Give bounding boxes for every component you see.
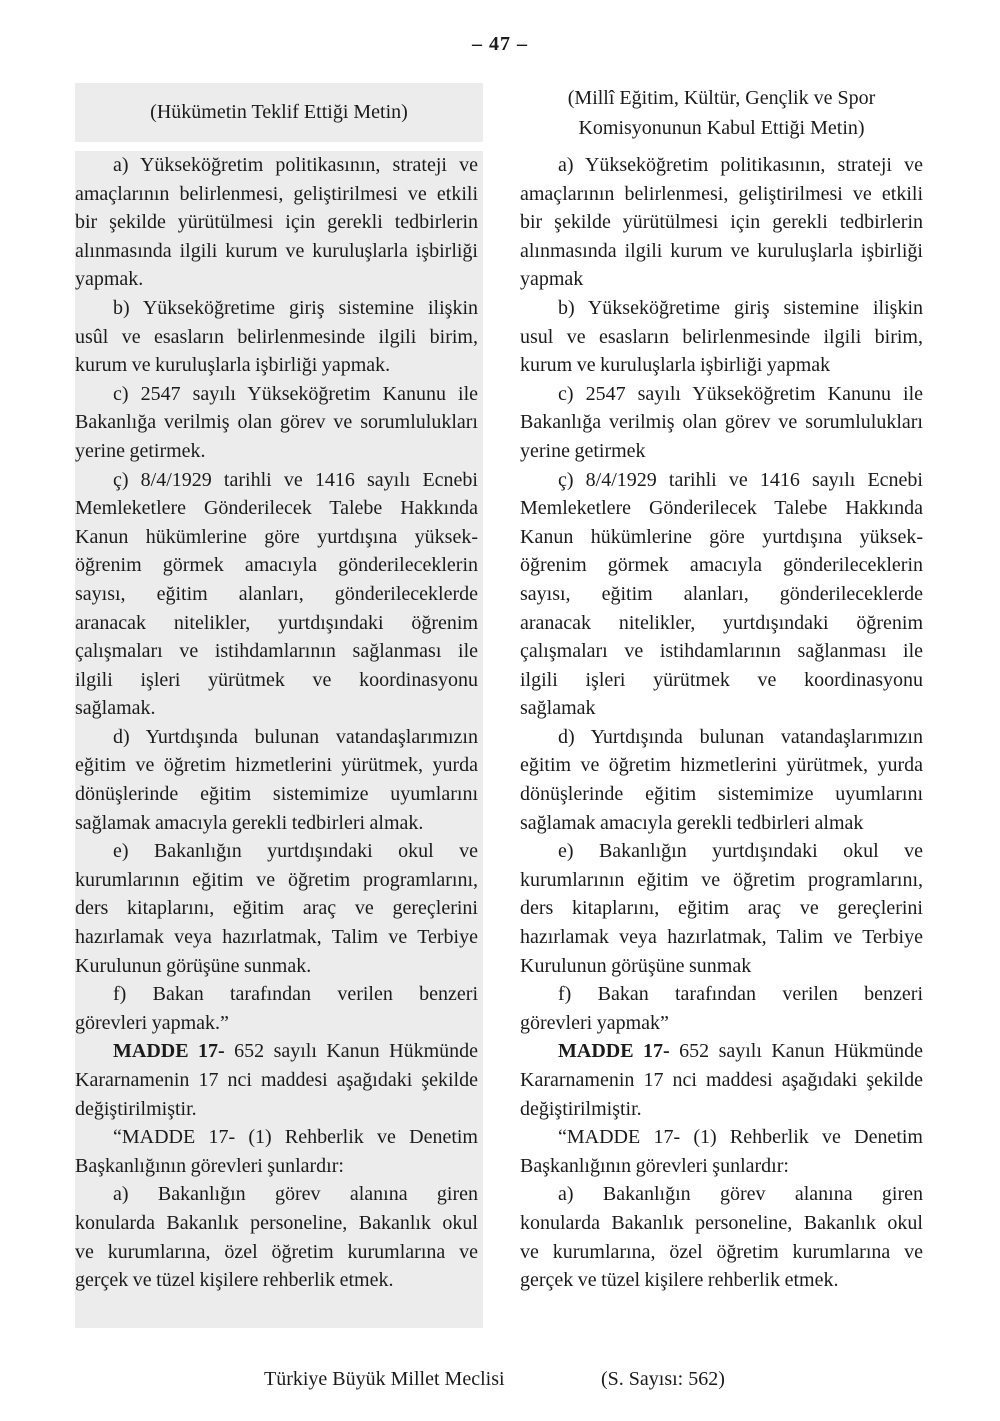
text-line: ders kitaplarını, eğitim araç ve gereçlerini <box>520 897 923 920</box>
text-line: görevleri yapmak” <box>520 1011 669 1034</box>
text-line: e) Bakanlığın yurtdışındaki okul ve <box>113 840 478 863</box>
text-line: yerine getirmek. <box>75 439 206 462</box>
text-line: kurumlarının eğitim ve öğretim programlarını, <box>520 868 923 891</box>
page-number: – 47 – <box>472 33 528 55</box>
text-line: ders kitaplarını, eğitim araç ve gereçlerini <box>75 897 478 920</box>
text-segment: 652 sayılı Kanun Hükmünde <box>224 1040 478 1063</box>
text-line: c) 2547 sayılı Yükseköğretim Kanunu ile <box>113 382 478 405</box>
footer-institution: Türkiye Büyük Millet Meclisi <box>264 1368 505 1390</box>
text-line: eğitim ve öğretim hizmetlerini yürütmek, yurda <box>75 754 478 777</box>
text-line: değiştirilmiştir. <box>75 1097 197 1120</box>
text-line: yapmak <box>520 268 584 291</box>
text-line: b) Yükseköğretime giriş sistemine ilişkin <box>113 296 478 319</box>
text-line: Kararnamenin 17 nci maddesi aşağıdaki şekilde <box>75 1069 478 1091</box>
text-line: Kanun hükümlerine göre yurtdışına yüksek- <box>75 525 478 548</box>
right-column-header-line-1: (Millî Eğitim, Kültür, Gençlik ve Spor <box>567 87 876 109</box>
text-line: d) Yurtdışında bulunan vatandaşlarımızın <box>113 725 478 748</box>
text-line <box>520 1037 923 1066</box>
text-line: Kurulunun görüşüne sunmak. <box>75 954 312 977</box>
text-line: konularda Bakanlık personeline, Bakanlık okul <box>520 1211 923 1234</box>
text-segment: 652 sayılı Kanun Hükmünde <box>669 1040 923 1063</box>
text-line: kurum ve kuruluşlarla işbirliği yapmak <box>520 354 831 377</box>
text-line: d) Yurtdışında bulunan vatandaşlarımızın <box>558 725 923 748</box>
text-line: sayısı, eğitim alanları, gönderileceklerde <box>520 582 923 605</box>
text-line: kurumlarının eğitim ve öğretim programlarını, <box>75 868 478 891</box>
paragraph <box>520 1123 923 1180</box>
left-column-header-label: (Hükümetin Teklif Ettiği Metin) <box>150 101 408 123</box>
text-line: konularda Bakanlık personeline, Bakanlık okul <box>75 1211 478 1234</box>
text-line: hazırlamak veya hazırlatmak, Talim ve Terbiye <box>520 926 923 949</box>
text-line: aranacak nitelikler, yurtdışındaki öğrenim <box>75 611 478 634</box>
text-line: bir şekilde yürütülmesi için gerekli tedbirlerin <box>520 211 923 234</box>
text-line: sayısı, eğitim alanları, gönderileceklerde <box>75 582 478 605</box>
text-line: sağlamak amacıyla gerekli tedbirleri almak. <box>75 811 424 834</box>
text-line: ç) 8/4/1929 tarihli ve 1416 sayılı Ecnebi <box>558 468 923 491</box>
text-line: yapmak. <box>75 268 144 291</box>
paragraph <box>75 380 478 466</box>
text-line: ilgili işleri yürütmek ve koordinasyonu <box>520 668 923 691</box>
text-line: Memleketlere Gönderilecek Talebe Hakkında <box>520 497 923 520</box>
text-line: a) Bakanlığın görev alanına giren <box>558 1183 923 1206</box>
paragraph <box>520 151 923 294</box>
footer-document-number: (S. Sayısı: 562) <box>601 1368 725 1390</box>
text-line: aranacak nitelikler, yurtdışındaki öğrenim <box>520 611 923 634</box>
paragraph <box>75 1180 478 1294</box>
paragraph <box>75 466 478 723</box>
text-line: gerçek ve tüzel kişilere rehberlik etmek. <box>75 1269 394 1292</box>
text-line: Başkanlığının görevleri şunlardır: <box>75 1154 344 1177</box>
text-line: hazırlamak veya hazırlatmak, Talim ve Terbiye <box>75 926 478 949</box>
text-line: dönüşlerinde eğitim sistemimize uyumlarını <box>520 783 923 806</box>
text-line: kurum ve kuruluşlarla işbirliği yapmak. <box>75 354 391 377</box>
text-line: Memleketlere Gönderilecek Talebe Hakkında <box>75 497 478 520</box>
bold-text: MADDE 17- <box>113 1040 225 1063</box>
paragraph <box>520 723 923 837</box>
left-column-body <box>75 151 483 1328</box>
text-line: usûl ve esasların belirlenmesinde ilgili birim, <box>75 325 478 348</box>
text-line: “MADDE 17- (1) Rehberlik ve Denetim <box>558 1126 923 1149</box>
text-line: görevleri yapmak.” <box>75 1011 229 1034</box>
paragraph <box>520 294 923 380</box>
text-line: f) Bakan tarafından verilen benzeri <box>558 983 923 1006</box>
bold-text: MADDE 17- <box>558 1040 670 1063</box>
right-column-header <box>520 83 923 143</box>
text-line: çalışmaları ve istihdamlarının sağlanması ile <box>520 640 923 663</box>
paragraph <box>75 723 478 837</box>
text-line: sağlamak amacıyla gerekli tedbirleri almak <box>520 811 864 834</box>
text-line: yerine getirmek <box>520 439 646 462</box>
paragraph <box>75 1037 478 1123</box>
text-line: b) Yükseköğretime giriş sistemine ilişkin <box>558 296 923 319</box>
text-line: a) Yükseköğretim politikasının, strateji ve <box>558 154 923 176</box>
paragraph <box>520 466 923 723</box>
right-column-body <box>520 151 923 1295</box>
text-line: Kanun hükümlerine göre yurtdışına yüksek- <box>520 525 923 548</box>
text-line: alınmasında ilgili kurum ve kuruluşlarla işbirliği <box>75 239 478 262</box>
text-line: öğrenim görmek amacıyla gönderileceklerin <box>75 554 478 577</box>
paragraph <box>75 151 478 294</box>
text-line: Başkanlığının görevleri şunlardır: <box>520 1154 789 1177</box>
text-line <box>75 1037 478 1066</box>
paragraph <box>75 980 478 1037</box>
text-line: Bakanlığa verilmiş olan görev ve sorumlulukları <box>75 411 478 434</box>
text-line: ç) 8/4/1929 tarihli ve 1416 sayılı Ecnebi <box>113 468 478 491</box>
text-line: a) Bakanlığın görev alanına giren <box>113 1183 478 1206</box>
text-line: bir şekilde yürütülmesi için gerekli tedbirlerin <box>75 211 478 234</box>
text-line: Kurulunun görüşüne sunmak <box>520 954 752 977</box>
left-column-header <box>75 83 483 142</box>
right-column-header-line-2: Komisyonunun Kabul Ettiği Metin) <box>578 117 865 139</box>
paragraph <box>75 294 478 380</box>
text-line: değiştirilmiştir. <box>520 1097 642 1120</box>
text-line: a) Yükseköğretim politikasının, strateji ve <box>113 154 478 176</box>
paragraph <box>75 837 478 980</box>
text-line: amaçlarının belirlenmesi, geliştirilmesi ve etkili <box>520 182 923 205</box>
text-line: alınmasında ilgili kurum ve kuruluşlarla işbirliği <box>520 239 923 262</box>
paragraph <box>75 1123 478 1180</box>
paragraph <box>520 380 923 466</box>
text-line: “MADDE 17- (1) Rehberlik ve Denetim <box>113 1126 478 1149</box>
paragraph <box>520 1037 923 1123</box>
text-line: e) Bakanlığın yurtdışındaki okul ve <box>558 840 923 863</box>
text-line: amaçlarının belirlenmesi, geliştirilmesi ve etkili <box>75 182 478 205</box>
text-line: ilgili işleri yürütmek ve koordinasyonu <box>75 668 478 691</box>
paragraph <box>520 980 923 1037</box>
paragraph <box>520 1180 923 1294</box>
paragraph <box>520 837 923 980</box>
text-line: sağlamak <box>520 697 596 720</box>
text-line: çalışmaları ve istihdamlarının sağlanması ile <box>75 640 478 663</box>
text-line: c) 2547 sayılı Yükseköğretim Kanunu ile <box>558 382 923 405</box>
text-line: f) Bakan tarafından verilen benzeri <box>113 983 478 1006</box>
text-line: Bakanlığa verilmiş olan görev ve sorumlulukları <box>520 411 923 434</box>
text-line: eğitim ve öğretim hizmetlerini yürütmek, yurda <box>520 754 923 777</box>
text-line: ve kurumlarına, özel öğretim kurumlarına ve <box>520 1240 923 1263</box>
text-line: gerçek ve tüzel kişilere rehberlik etmek. <box>520 1269 839 1292</box>
text-line: Kararnamenin 17 nci maddesi aşağıdaki şekilde <box>520 1069 923 1091</box>
text-line: sağlamak. <box>75 697 156 720</box>
text-line: usul ve esasların belirlenmesinde ilgili birim, <box>520 325 923 348</box>
text-line: öğrenim görmek amacıyla gönderileceklerin <box>520 554 923 577</box>
text-line: ve kurumlarına, özel öğretim kurumlarına ve <box>75 1240 478 1263</box>
text-line: dönüşlerinde eğitim sistemimize uyumlarını <box>75 783 478 806</box>
